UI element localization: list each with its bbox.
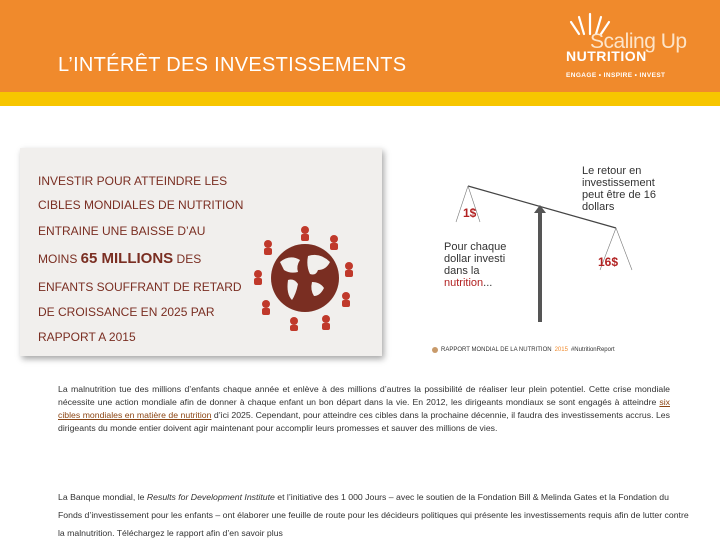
- panel-line-5: ENFANTS SOUFFRANT DE RETARD: [38, 280, 242, 294]
- para2-part1: La Banque mondial, le: [58, 492, 147, 502]
- para1-part1: La malnutrition tue des millions d’enfants chaque année et enlève à des millions d’autres la possibilité de réaliser leur plein potentiel. Cette crise mondiale nécessite une action mondiale afin de donner à chaque enfant un bon départ dans la vie. En 2012, les dirigeants mondiaux se sont engagés à atteindre: [58, 384, 670, 407]
- panel-line-1: INVESTIR POUR ATTEINDRE LES: [38, 174, 228, 188]
- source-credit: [432, 347, 615, 353]
- panel-line-6: DE CROISSANCE EN 2025 PAR: [38, 305, 215, 319]
- intro-paragraph: [58, 383, 670, 435]
- right-amount: 16$: [598, 255, 619, 269]
- para1-part2: d’ici 2025. Cependant, pour atteindre ces cibles dans la prochaine décennie, il faudra des investissements accrus. Les dirigeants du monde entier doivent agir maintenant pour accomplir leurs promesses et sauver des millions de vies.: [58, 410, 670, 433]
- source-pre: RAPPORT MONDIAL DE LA NUTRITION: [441, 347, 552, 353]
- logo-line1: Scaling Up: [590, 30, 687, 53]
- left-label-accent: nutrition: [444, 277, 484, 289]
- header-stripe: [0, 92, 720, 106]
- report-logo-icon: [432, 347, 438, 353]
- source-year: 2015: [554, 347, 568, 353]
- logo-tagline: ENGAGE • INSPIRE • INVEST: [566, 72, 666, 79]
- left-scale-label: [444, 241, 506, 289]
- right-label-line: investissement: [582, 177, 655, 189]
- roadmap-paragraph: [58, 488, 692, 540]
- panel-line-4-big: 65 MILLIONS: [80, 250, 174, 267]
- source-post: #NutritionReport: [570, 347, 615, 353]
- logo-line2: NUTRITION: [566, 48, 647, 64]
- globe-children-icon: [250, 222, 360, 332]
- targets-link[interactable]: six cibles mondiales en matière de nutrition: [58, 397, 670, 420]
- left-label-line: dollar investi: [444, 253, 506, 265]
- right-label-line: peut être de 16: [582, 189, 657, 201]
- panel-line-2: CIBLES MONDIALES DE NUTRITION: [38, 198, 244, 212]
- panel-line-4-pre: MOINS: [38, 252, 81, 266]
- panel-line-7: RAPPORT A 2015: [38, 330, 136, 344]
- para2-italic: Results for Development Institute: [146, 492, 275, 502]
- panel-line-3: ENTRAINE UNE BAISSE D’AU: [38, 224, 206, 238]
- sun-logo[interactable]: [560, 8, 700, 84]
- right-label-line: Le retour en: [582, 165, 642, 177]
- right-scale-label: [582, 165, 656, 213]
- left-label-tail: ...: [483, 277, 493, 289]
- panel-line-4: [38, 250, 201, 267]
- para2-part2: et l’initiative des 1 000 Jours – avec le soutien de la Fondation Bill & Melinda Gates et la Fondation du Fonds d’investissement pour les enfants – ont élaborer une feuille de route pour les décideurs politiques qui présente les investissements requis afin de lutter contre la malnutrition. Téléchargez le rapport afin d’en savoir plus: [58, 492, 689, 538]
- panel-line-4-post: DES: [173, 252, 202, 266]
- right-label-line: dollars: [582, 201, 615, 213]
- left-label-line: Pour chaque: [444, 241, 507, 253]
- left-amount: 1$: [463, 206, 477, 220]
- page-title: L’INTÉRÊT DES INVESTISSEMENTS: [58, 54, 407, 76]
- left-label-line: [444, 277, 506, 289]
- left-label-line: dans la: [444, 265, 480, 277]
